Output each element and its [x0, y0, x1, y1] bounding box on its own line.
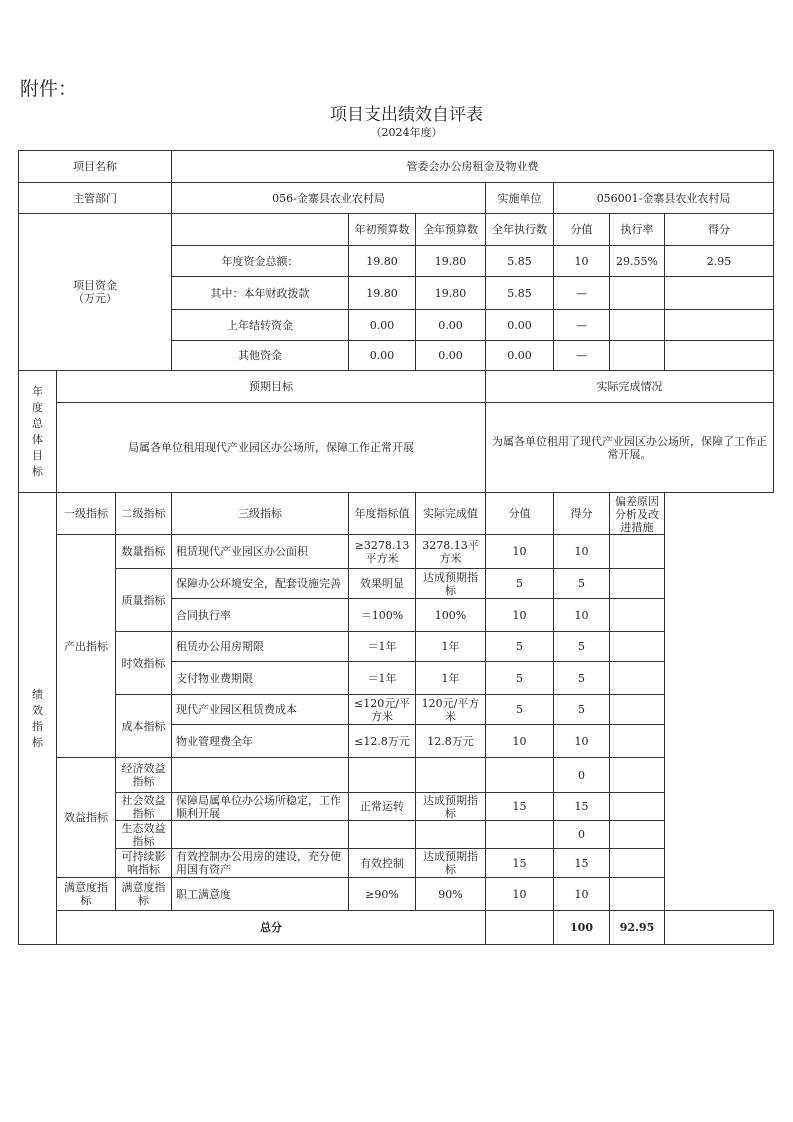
indicator-score: 0: [554, 758, 610, 793]
indicator-score: 5: [554, 662, 610, 695]
indicator-actual: 12.8万元: [416, 725, 486, 758]
level2-economic: 经济效益指标: [116, 758, 172, 793]
indicator-score: 15: [554, 793, 610, 821]
actual-header: 实际完成情况: [486, 371, 774, 403]
funds-header: 全年预算数: [416, 214, 486, 246]
project-name-row: [19, 151, 774, 183]
funds-row-name: 年度资金总额：: [172, 246, 349, 277]
total-blank: [486, 911, 554, 945]
funds-header: 全年执行数: [486, 214, 554, 246]
funds-initial: 0.00: [349, 310, 416, 341]
funds-rate: [610, 341, 665, 371]
funds-score-value: —: [554, 310, 610, 341]
indicator-actual: 1年: [416, 632, 486, 662]
department-row: [19, 183, 774, 214]
total-score: 92.95: [610, 911, 665, 945]
indicator-target: [349, 758, 416, 793]
indicator-note: [610, 695, 665, 725]
indicator-name: 合同执行率: [172, 599, 349, 632]
level2-quantity: 数量指标: [116, 535, 172, 569]
indicator-row: [19, 821, 774, 849]
indicator-name: 有效控制办公用房的建设，充分使用国有资产: [172, 849, 349, 878]
level2-timeliness: 时效指标: [116, 632, 172, 695]
indicator-actual: 3278.13平方米: [416, 535, 486, 569]
attachment-label: 附件：: [20, 78, 78, 100]
indicator-target: ＝100%: [349, 599, 416, 632]
indicator-target: ≥90%: [349, 878, 416, 911]
funds-annual: 0.00: [416, 310, 486, 341]
indicator-value: [486, 821, 554, 849]
indicator-name: [172, 821, 349, 849]
indicator-score: 5: [554, 569, 610, 599]
indicator-target: [349, 821, 416, 849]
indicator-header: 年度指标值: [349, 493, 416, 535]
funds-row-name: 其中：本年财政拨款: [172, 277, 349, 310]
indicator-value: [486, 758, 554, 793]
funds-initial: 0.00: [349, 341, 416, 371]
indicator-actual: 达成预期指标: [416, 849, 486, 878]
project-name-label: 项目名称: [19, 151, 172, 183]
indicator-value: 15: [486, 849, 554, 878]
indicators-header-row: [19, 493, 774, 535]
indicator-row: [19, 535, 774, 569]
funds-executed: 0.00: [486, 341, 554, 371]
indicator-note: [610, 599, 665, 632]
indicator-note: [610, 535, 665, 569]
indicator-note: [610, 758, 665, 793]
indicator-note: [610, 632, 665, 662]
impl-label: 实施单位: [486, 183, 554, 214]
total-value: 100: [554, 911, 610, 945]
indicator-score: 0: [554, 821, 610, 849]
goals-label: 年度总体目标: [19, 371, 57, 493]
funds-label: [19, 214, 172, 371]
project-name-value: 管委会办公房租金及物业费: [172, 151, 774, 183]
funds-header: 分值: [554, 214, 610, 246]
indicator-name: 职工满意度: [172, 878, 349, 911]
indicator-value: 5: [486, 632, 554, 662]
indicator-name: 保障办公环境安全，配套设施完善: [172, 569, 349, 599]
indicator-note: [610, 725, 665, 758]
indicator-name: 支付物业费期限: [172, 662, 349, 695]
funds-header-row: [19, 214, 774, 246]
indicator-row: [19, 695, 774, 725]
level1-output: 产出指标: [57, 535, 116, 758]
indicator-name: 现代产业园区租赁费成本: [172, 695, 349, 725]
goals-header-row: [19, 371, 774, 403]
indicator-note: [610, 793, 665, 821]
funds-score: 2.95: [665, 246, 774, 277]
indicator-actual: 1年: [416, 662, 486, 695]
indicator-name: 租赁办公用房期限: [172, 632, 349, 662]
indicator-actual: 90%: [416, 878, 486, 911]
level2-quality: 质量指标: [116, 569, 172, 632]
indicator-name: 保障局属单位办公场所稳定，工作顺利开展: [172, 793, 349, 821]
indicator-actual: [416, 758, 486, 793]
indicator-target: ＝1年: [349, 632, 416, 662]
level2-ecological: 生态效益指标: [116, 821, 172, 849]
impl-value: 056001-金寨县农业农村局: [554, 183, 774, 214]
indicator-value: 10: [486, 599, 554, 632]
indicator-row: [19, 878, 774, 911]
indicator-value: 10: [486, 535, 554, 569]
dept-label: 主管部门: [19, 183, 172, 214]
indicator-row: [19, 793, 774, 821]
funds-score-value: 10: [554, 246, 610, 277]
indicator-target: 有效控制: [349, 849, 416, 878]
funds-annual: 19.80: [416, 246, 486, 277]
expected-header: 预期目标: [57, 371, 486, 403]
dept-value: 056-金寨县农业农村局: [172, 183, 486, 214]
funds-row-name: 其他资金: [172, 341, 349, 371]
funds-executed: 0.00: [486, 310, 554, 341]
indicator-row: [19, 758, 774, 793]
indicator-score: 10: [554, 878, 610, 911]
indicator-actual: 100%: [416, 599, 486, 632]
indicator-actual: 120元/平方米: [416, 695, 486, 725]
funds-rate: [610, 277, 665, 310]
funds-header: 得分: [665, 214, 774, 246]
indicator-target: ≤12.8万元: [349, 725, 416, 758]
indicator-name: [172, 758, 349, 793]
indicator-header: 得分: [554, 493, 610, 535]
actual-goal: 为属各单位租用了现代产业园区办公场所，保障了工作正常开展。: [486, 403, 774, 493]
level2-social: 社会效益指标: [116, 793, 172, 821]
indicator-header: 实际完成值: [416, 493, 486, 535]
goals-content-row: [19, 403, 774, 493]
total-label: 总分: [57, 911, 486, 945]
indicator-row: [19, 632, 774, 662]
indicators-label: 绩效指标: [19, 493, 57, 945]
indicator-actual: 达成预期指标: [416, 793, 486, 821]
indicator-score: 10: [554, 599, 610, 632]
indicator-row: [19, 849, 774, 878]
indicator-value: 5: [486, 662, 554, 695]
funds-rate: 29.55%: [610, 246, 665, 277]
level2-sustainable: 可持续影响指标: [116, 849, 172, 878]
indicator-row: [19, 569, 774, 599]
indicator-note: [610, 662, 665, 695]
indicator-note: [610, 569, 665, 599]
funds-score-value: —: [554, 277, 610, 310]
indicator-score: 15: [554, 849, 610, 878]
level1-satisfaction: 满意度指标: [57, 878, 116, 911]
indicator-target: 正常运转: [349, 793, 416, 821]
funds-initial: 19.80: [349, 246, 416, 277]
indicator-name: 租赁现代产业园区办公面积: [172, 535, 349, 569]
page-title: 项目支出绩效自评表: [330, 105, 483, 125]
funds-executed: 5.85: [486, 277, 554, 310]
funds-score: [665, 310, 774, 341]
indicator-header: 二级指标: [116, 493, 172, 535]
indicator-score: 10: [554, 535, 610, 569]
funds-executed: 5.85: [486, 246, 554, 277]
funds-label-line2: （万元）: [73, 292, 117, 305]
funds-header: 年初预算数: [349, 214, 416, 246]
indicator-score: 10: [554, 725, 610, 758]
indicator-header: 一级指标: [57, 493, 116, 535]
indicator-value: 5: [486, 569, 554, 599]
indicator-value: 10: [486, 725, 554, 758]
indicator-target: 效果明显: [349, 569, 416, 599]
funds-label-line1: 项目资金: [73, 279, 117, 292]
indicator-header: 分值: [486, 493, 554, 535]
funds-header: 执行率: [610, 214, 665, 246]
self-evaluation-table: [18, 150, 774, 945]
indicator-note: [610, 878, 665, 911]
funds-annual: 19.80: [416, 277, 486, 310]
indicator-value: 5: [486, 695, 554, 725]
expected-goal: 局属各单位租用现代产业园区办公场所，保障工作正常开展: [57, 403, 486, 493]
funds-score: [665, 341, 774, 371]
total-row: [19, 911, 774, 945]
indicator-name: 物业管理费全年: [172, 725, 349, 758]
indicator-actual: 达成预期指标: [416, 569, 486, 599]
level2-cost: 成本指标: [116, 695, 172, 758]
indicator-header: 偏差原因分析及改进措施: [610, 493, 665, 535]
indicator-target: ≥3278.13平方米: [349, 535, 416, 569]
funds-score: [665, 277, 774, 310]
indicator-actual: [416, 821, 486, 849]
total-note: [665, 911, 774, 945]
level1-benefit: 效益指标: [57, 758, 116, 878]
indicator-score: 5: [554, 632, 610, 662]
indicator-note: [610, 821, 665, 849]
funds-row-name: 上年结转资金: [172, 310, 349, 341]
indicator-target: ≤120元/平方米: [349, 695, 416, 725]
funds-rate: [610, 310, 665, 341]
page-subtitle: （2024年度）: [370, 126, 443, 139]
indicator-header: 三级指标: [172, 493, 349, 535]
funds-header-blank: [172, 214, 349, 246]
funds-initial: 19.80: [349, 277, 416, 310]
level2-satisfaction: 满意度指标: [116, 878, 172, 911]
indicator-note: [610, 849, 665, 878]
funds-annual: 0.00: [416, 341, 486, 371]
indicator-value: 15: [486, 793, 554, 821]
indicator-target: ＝1年: [349, 662, 416, 695]
funds-score-value: —: [554, 341, 610, 371]
indicator-score: 5: [554, 695, 610, 725]
indicator-value: 10: [486, 878, 554, 911]
